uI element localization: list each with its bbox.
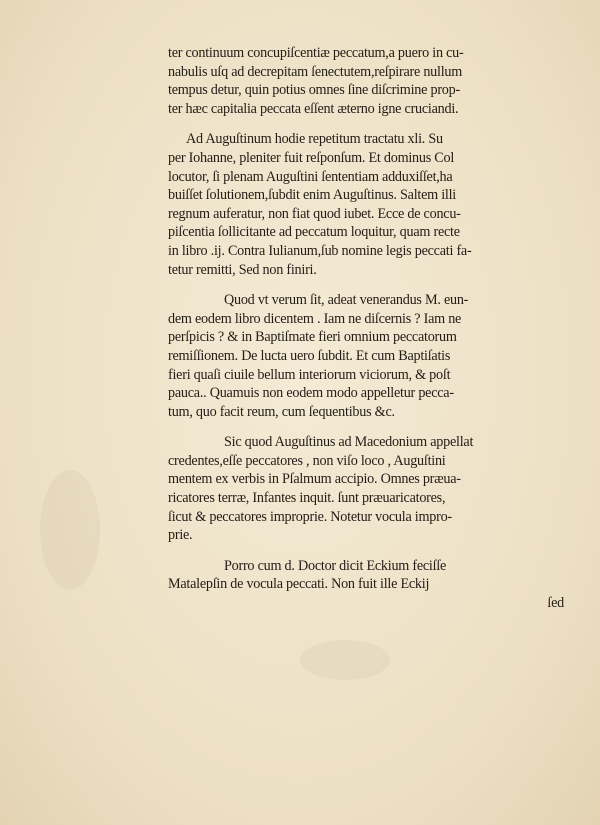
text-line: buiſſet ſolutionem,ſubdit enim Auguſtinus. Saltem illi (168, 187, 456, 204)
text-line: remiſſionem. De lucta uero ſubdit. Et cum Baptiſatis (168, 347, 451, 364)
catchword: ſed (547, 595, 564, 612)
text-line: piſcentia ſollicitante ad peccatum loquitur, quam recte (168, 224, 460, 241)
text-line: fieri quaſi ciuile bellum interiorum viciorum, & poſt (168, 366, 451, 383)
paragraph-3 (168, 291, 568, 421)
text-line: in libro .ij. Contra Iulianum,ſub nomine legis peccati fa- (168, 242, 472, 259)
text-line: ter continuum concupiſcentiæ peccatum,a puero in cu- (168, 45, 464, 61)
paragraph-1 (168, 44, 568, 118)
text-line: tum, quo facit reum, cum ſequentibus &c. (168, 403, 395, 420)
text-line: Matalepſin de vocula peccati. Non fuit ille Eckij (168, 576, 430, 593)
text-line: Quod vt verum ſit, adeat venerandus M. eun- (224, 292, 469, 309)
paper-stain (40, 470, 100, 590)
text-line: pauca.. Quamuis non eodem modo appelletur pecca- (168, 385, 454, 402)
paper-stain (300, 640, 390, 680)
paragraph-4 (168, 433, 568, 545)
text-line: nabulis uſq ad decrepitam ſenectutem,reſpirare nullum (168, 63, 463, 80)
text-line: dem eodem libro dicentem . Iam ne diſcernis ? Iam ne (168, 310, 462, 327)
text-line: mentem ex verbis in Pſalmum accipio. Omnes præua- (168, 471, 461, 488)
text-line: ter hæc capitalia peccata eſſent æterno igne cruciandi. (168, 100, 459, 117)
text-line: credentes,eſſe peccatores , non viſo loco , Auguſtini (168, 452, 446, 469)
paragraph-5 (168, 557, 568, 594)
text-line: Porro cum d. Doctor dicit Eckium feciſſe (224, 557, 447, 574)
text-line: ricatores terræ, Infantes inquit. ſunt præuaricatores, (168, 490, 446, 507)
text-line: Ad Auguſtinum hodie repetitum tractatu xli. Su (186, 131, 443, 148)
text-line: ſicut & peccatores improprie. Notetur vocula impro- (168, 508, 452, 525)
page-text (168, 44, 568, 613)
text-line: locutor, ſi plenam Auguſtini ſententiam adduxiſſet,ha (168, 168, 453, 185)
text-line: tempus detur, quin potius omnes ſine diſcrimine prop- (168, 82, 460, 99)
text-line: per Iohanne, pleniter fuit reſponſum. Et dominus Col (168, 149, 455, 166)
paragraph-2 (168, 130, 568, 279)
text-line: prie. (168, 527, 193, 544)
text-line: perſpicis ? & in Baptiſmate fieri omnium peccatorum (168, 329, 457, 346)
text-line: tetur remitti, Sed non finiri. (168, 261, 317, 278)
text-line: Sic quod Auguſtinus ad Macedonium appellat (224, 434, 474, 451)
text-line: regnum auferatur, non fiat quod iubet. Ecce de concu- (168, 205, 461, 222)
